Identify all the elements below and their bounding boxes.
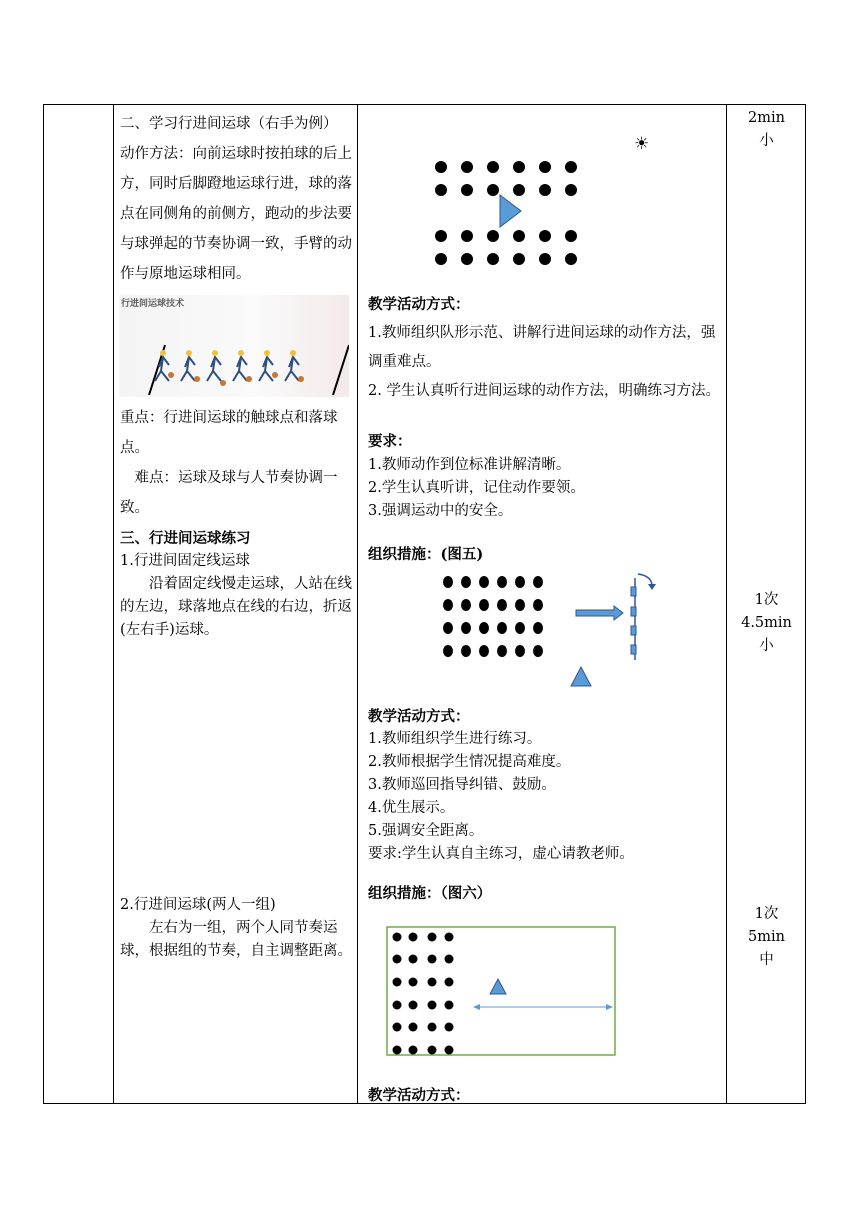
requirement-item-2: 2.学生认真听讲，记住动作要领。 — [368, 480, 585, 496]
block3-heading: 教学活动方式： — [368, 1087, 470, 1104]
section3-title: 三、行进间运球练习 — [120, 530, 251, 547]
image-caption: 行进间运球技术 — [121, 299, 185, 309]
direction-arrow-icon — [576, 606, 623, 620]
figure-formation-diagram — [428, 155, 608, 267]
intensity-1: 小 — [759, 133, 774, 149]
figure5-student-dots — [443, 576, 543, 657]
block1-item-1: 1.教师组织队形示范、讲解行进间运球的动作方法，强调重难点。 — [368, 325, 716, 370]
key-point: 重点：行进间运球的触球点和落球点。 — [120, 410, 338, 456]
teacher-triangle-icon — [571, 667, 591, 686]
block2-item-1: 1.教师组织学生进行练习。 — [368, 731, 542, 747]
time-column — [726, 105, 807, 1103]
block2-item-3: 3.教师巡回指导纠错、鼓励。 — [368, 777, 556, 793]
drill1-title: 1.行进间固定线运球 — [120, 553, 250, 569]
block2-requirement: 要求:学生认真自主练习，虚心请教老师。 — [368, 846, 634, 862]
activity-column — [358, 105, 726, 1103]
time-1: 2min — [748, 110, 785, 126]
intensity-3: 中 — [759, 952, 774, 968]
org5-heading: 组织措施：(图五) — [368, 546, 484, 563]
difficulty-point: 难点：运球及球与人节奏协调一致。 — [120, 470, 338, 516]
requirement-heading: 要求： — [368, 433, 412, 450]
org6-heading: 组织措施：（图六） — [368, 885, 492, 902]
dribble-technique-image — [119, 295, 349, 397]
drill1-desc: 沿着固定线慢走运球，人站在线的左边，球落地点在线的右边，折返(左右手)运球。 — [120, 576, 352, 638]
figure5-diagram — [438, 570, 678, 690]
requirement-item-3: 3.强调运动中的安全。 — [368, 503, 513, 519]
time-3: 5min — [748, 929, 785, 945]
teacher-triangle-icon — [490, 979, 506, 994]
method-text: 动作方法：向前运球时按拍球的后上方，同时后脚蹬地运球行进，球的落点在同侧角的前侧方，跑动的步法要与球弹起的节奏协调一致，手臂的动作与原地运球相同。 — [120, 146, 352, 282]
block2-item-5: 5.强调安全距离。 — [368, 823, 484, 839]
reps-2: 1次 — [754, 592, 779, 608]
block1-heading: 教学活动方式： — [368, 296, 470, 313]
figure6-student-dots — [393, 933, 454, 1055]
requirement-item-1: 1.教师动作到位标准讲解清晰。 — [368, 457, 571, 473]
lesson-plan-table — [43, 104, 806, 1104]
figure6-diagram — [385, 925, 619, 1059]
drill2-desc: 左右为一组，两个人同节奏运球，根据组的节奏，自主调整距离。 — [120, 920, 352, 959]
teacher-triangle-icon — [500, 195, 521, 227]
block2-heading: 教学活动方式： — [368, 708, 470, 725]
drill2-title: 2.行进间运球(两人一组) — [120, 897, 276, 913]
intensity-2: 小 — [759, 638, 774, 654]
block2-item-4: 4.优生展示。 — [368, 800, 455, 816]
time-2: 4.5min — [741, 615, 792, 631]
block1-item-2: 2. 学生认真听行进间运球的动作方法，明确练习方法。 — [368, 383, 720, 399]
section2-title: 二、学习行进间运球（右手为例） — [120, 116, 338, 132]
sun-icon: ☀ — [634, 134, 650, 154]
block2-item-2: 2.教师根据学生情况提高难度。 — [368, 754, 571, 770]
content-column — [113, 105, 358, 1103]
reps-3: 1次 — [754, 906, 779, 922]
dribbling-figures-illustration — [119, 295, 349, 397]
